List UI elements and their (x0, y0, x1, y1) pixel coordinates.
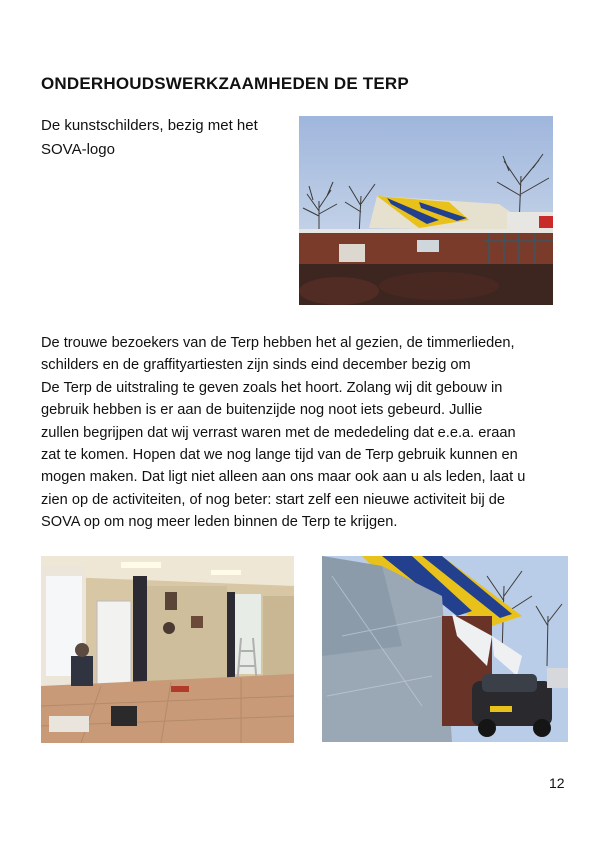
paragraph-line: SOVA op om nog meer leden binnen de Terp te krijgen. (41, 514, 398, 531)
photo-caption: De kunstschilders, bezig met het SOVA-logo (41, 117, 258, 158)
paragraph-line: zat te komen. Hopen dat we nog lange tijd van de Terp gebruik kunnen en (41, 447, 518, 464)
paragraph-line: gebruik hebben is er aan de buitenzijde nog noot iets gebeurd. Jullie (41, 402, 483, 419)
interior-room-photo (41, 556, 294, 743)
page-number: 12 (549, 775, 565, 791)
paragraph-line: zullen begrijpen dat wij verrast waren met de mededeling dat e.e.a. eraan (41, 424, 516, 441)
paragraph-line: De Terp de uitstraling te geven zoals het hoort. Zolang wij dit gebouw in (41, 379, 503, 396)
covered-facade-photo (322, 556, 568, 742)
paragraph-line: De trouwe bezoekers van de Terp hebben het al gezien, de timmerlieden, (41, 335, 515, 351)
main-paragraph (41, 332, 576, 534)
paragraph-line: mogen maken. Dat ligt niet alleen aan ons maar ook aan u als leden, laat u (41, 469, 526, 486)
page-title: ONDERHOUDSWERKZAAMHEDEN DE TERP (41, 74, 409, 93)
paragraph-line: zien op de activiteiten, of nog beter: start zelf een nieuwe activiteit bij de (41, 491, 506, 508)
paragraph-line: schilders en de graffityartiesten zijn sinds eind december bezig om (41, 357, 471, 374)
building-exterior-photo (299, 116, 553, 305)
